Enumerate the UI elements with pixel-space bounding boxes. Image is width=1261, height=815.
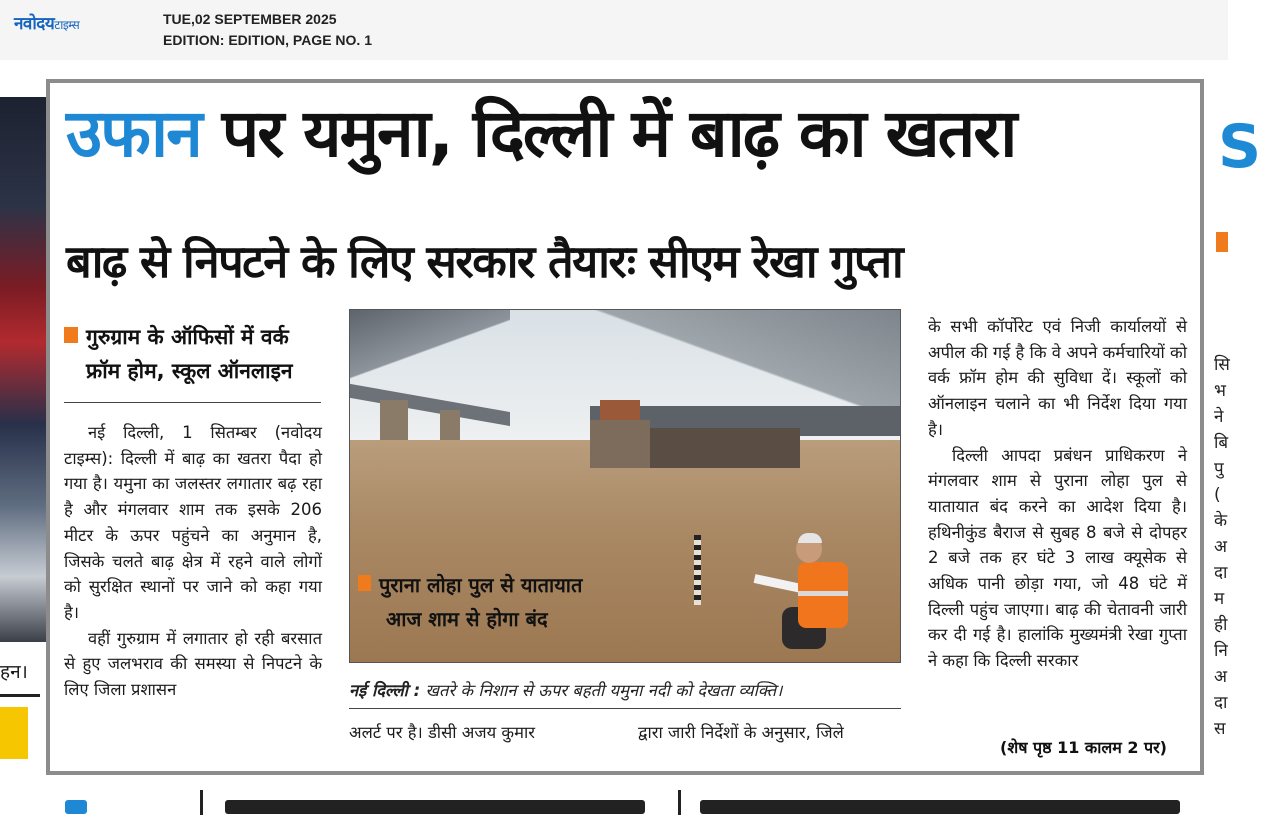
edition-info [163, 9, 372, 51]
cutline-divider [349, 708, 901, 709]
photo-caption-line2: आज शाम से होगा बंद [386, 607, 548, 631]
neighbor-text-fragment: नि [1214, 641, 1228, 661]
glyph-fragment [700, 800, 1180, 814]
photo-water-gauge [694, 535, 701, 605]
neighbor-text-right [1214, 352, 1230, 742]
side-subhead-line2: फ्रॉम होम, स्कूल ऑनलाइन [86, 359, 293, 383]
neighbor-text-fragment: अ [1214, 667, 1227, 687]
photo-pier-base [590, 420, 650, 468]
article-column-3 [928, 314, 1187, 674]
col1-paragraph-1: नई दिल्ली, 1 सितम्बर (नवोदय टाइम्स): दिल्ली में बाढ़ का खतरा पैदा हो गया है। यमुना का जलस्तर लगातार बढ़ रहा है और मंगलवार शाम तक इसके 206 मीटर के ऊपर पहुंचने का अनुमान है, जिसके चलते बाढ़ क्षेत्र में रहने वाले लोगों को सुरक्षित स्थानों पर जाने को कहा गया है। [64, 423, 322, 622]
cutline-text: खतरे के निशान से ऊपर बहती यमुना नदी को देखता व्यक्ति। [420, 681, 783, 700]
neighbor-text-fragment: सि [1214, 355, 1230, 375]
col1-paragraph-2: वहीं गुरुग्राम में लगातार हो रही बरसात से हुए जलभराव की समस्या से निपटने के लिए जिला प्रशासन [64, 628, 322, 700]
headline-accent: उफान [66, 95, 201, 172]
glyph-fragment [225, 800, 645, 814]
photo-person [748, 535, 860, 655]
article-column-2a: अलर्ट पर है। डीसी अजय कुमार [349, 723, 535, 742]
subhead-divider [64, 402, 321, 403]
neighbor-text-fragment: म [1214, 589, 1225, 609]
logo-text: नवोदय [14, 14, 55, 34]
newspaper-logo[interactable] [14, 11, 79, 34]
column-divider [678, 790, 681, 815]
news-photo [349, 309, 901, 663]
edition-date: TUE,02 SEPTEMBER 2025 [163, 11, 337, 27]
neighbor-text-fragment: अ [1214, 537, 1227, 557]
neighbor-text-fragment: स [1214, 719, 1226, 739]
continued-on-page[interactable]: (शेष पृष्ठ 11 कालम 2 पर) [1000, 738, 1167, 757]
neighbor-rule-left [0, 694, 40, 697]
glyph-fragment [65, 800, 87, 814]
column-divider [200, 790, 203, 815]
cutline-place: नई दिल्ली : [349, 681, 421, 700]
neighbor-text-fragment: ( [1214, 485, 1221, 505]
neighbor-text-fragment: बि [1214, 433, 1229, 453]
photo-cutline [349, 678, 901, 701]
col3-paragraph-1: के सभी कॉर्पोरेट एवं निजी कार्यालयों से अपील की गई है कि वे अपने कर्मचारियों को वर्क फ्रॉम होम की सुविधा दें। स्कूलों को ऑनलाइन चलाने का भी निर्देश दिया गया है। [928, 317, 1187, 439]
side-subhead-line1: गुरुग्राम के ऑफिसों में वर्क [86, 325, 289, 349]
orange-bullet-icon [358, 575, 371, 591]
neighbor-photo-left [0, 97, 46, 642]
neighbor-text-fragment: पु [1214, 459, 1224, 479]
logo-sub: टाइम्स [54, 18, 80, 32]
sub-headline: बाढ़ से निपटने के लिए सरकार तैयारः सीएम रेखा गुप्ता [66, 235, 903, 288]
neighbor-text-fragment: ही [1214, 615, 1228, 635]
neighbor-yellow-box [0, 707, 28, 759]
neighbor-text-fragment: दा [1214, 563, 1228, 583]
main-headline [66, 94, 1015, 174]
headline-rest: पर यमुना, दिल्ली में बाढ़ का खतरा [200, 95, 1016, 172]
neighbor-text-left: हन। [0, 661, 28, 683]
neighbor-text-fragment: ने [1214, 407, 1224, 427]
col3-paragraph-2: दिल्ली आपदा प्रबंधन प्राधिकरण ने मंगलवार शाम से पुराना लोहा पुल से यातायात बंद करने का आदेश दिया है। हथिनीकुंड बैराज से सुबह 8 बजे से दोपहर 2 बजे तक हर घंटे 3 लाख क्यूसेक से अधिक पानी छोड़ा गया, जो 48 घंटे में दिल्ली पहुंच जाएगा। बाढ़ की चेतावनी जारी कर दी गई है। हालांकि मुख्यमंत्री रेखा गुप्ता ने कहा कि दिल्ली सरकार [928, 445, 1187, 671]
orange-bullet-icon [64, 327, 78, 343]
top-bar [0, 0, 1228, 60]
neighbor-headline-fragment: S [1218, 112, 1261, 182]
neighbor-bullet [1216, 232, 1228, 252]
article-column-2b: द्वारा जारी निर्देशों के अनुसार, जिले [638, 723, 844, 742]
neighbor-text-fragment: भ [1214, 381, 1226, 401]
next-article-headline-strip [0, 790, 1228, 815]
neighbor-column-right [1200, 97, 1261, 797]
edition-page: EDITION: EDITION, PAGE NO. 1 [163, 32, 372, 48]
photo-pier [380, 400, 408, 445]
photo-bridge-base [650, 428, 800, 468]
epaper-page[interactable] [0, 62, 1261, 815]
neighbor-text-fragment: के [1214, 511, 1228, 531]
photo-overlay-caption [358, 568, 608, 636]
photo-caption-line1: पुराना लोहा पुल से यातायात [379, 573, 583, 597]
neighbor-text-fragment: दा [1214, 693, 1228, 713]
side-subhead [64, 320, 322, 388]
article-column-1 [64, 420, 322, 703]
